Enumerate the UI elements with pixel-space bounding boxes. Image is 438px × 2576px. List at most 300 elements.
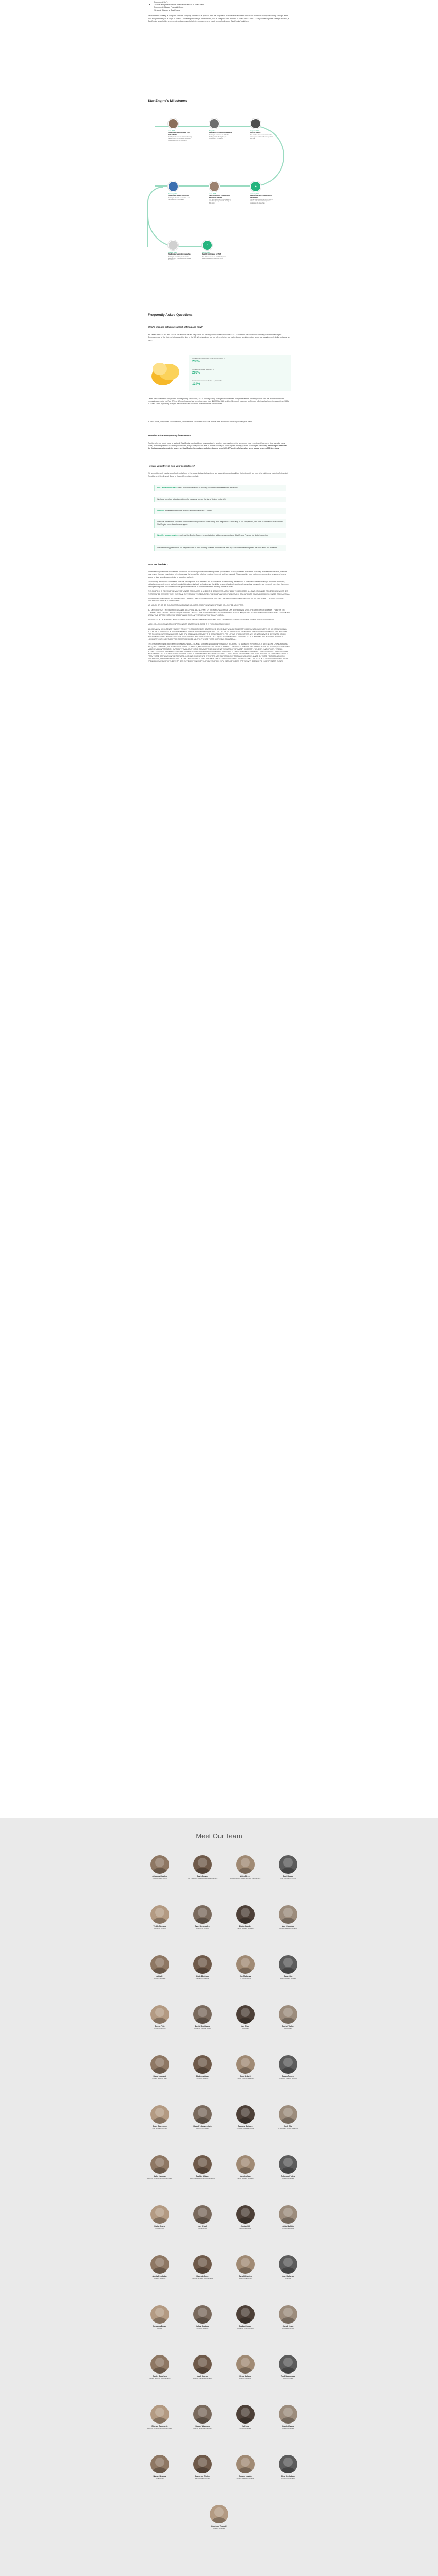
team-member	[184, 2055, 221, 2080]
milestone-name: $60.6M Raised	[250, 131, 261, 134]
differentiator-text: increased businesses from 17 users to over 600,000 users.	[164, 510, 212, 512]
member-role: Creative Lead	[155, 2227, 164, 2230]
faq-q2-bold-text: StartEngine itself was the first company to quote its shares on StartEngine Secondary, and since launch, over $655,377 worth of shares has been traded between 770 investors.	[148, 445, 288, 450]
differentiator	[154, 533, 286, 538]
member-role: UX Engineer	[156, 2477, 164, 2480]
member-role: Investor Services Team	[152, 2077, 167, 2080]
avatar	[193, 2355, 212, 2374]
milestone	[250, 118, 274, 139]
avatar	[236, 2305, 255, 2324]
member-name: Jay Patel	[198, 2225, 207, 2227]
stat-value: 134%	[192, 382, 200, 386]
checkmark-icon: ✓	[202, 240, 212, 250]
member-role: Business Development Representative	[147, 2427, 173, 2430]
member-role: Content Marketing Manager	[279, 1927, 297, 1930]
member-name: Max Crawford	[282, 1925, 294, 1927]
member-role: Funding Strategist	[239, 2427, 251, 2430]
member-role: Test Engineer	[198, 2227, 207, 2230]
milestone-date: January 2018	[250, 193, 259, 195]
team-member	[270, 2105, 306, 2130]
member-name: Susanna Bryan	[153, 2325, 167, 2327]
team-member	[142, 2205, 178, 2230]
team-member	[227, 2355, 263, 2380]
team-member	[142, 2255, 178, 2280]
stat	[192, 358, 225, 364]
milestone-name: SEC Regulation Crowdfunding Exemption Raised	[209, 194, 230, 198]
avatar	[150, 2055, 169, 2074]
team-member	[227, 1855, 263, 1880]
avatar	[236, 2455, 255, 2473]
member-role: Chief Compliance Officer	[280, 1877, 296, 1880]
member-name: Gaurang Sathaye	[238, 2125, 253, 2127]
faq-q1-p3: In other words, companies can raise more, and investors can invest more. We believe that also means StartEngine can grow faster.	[148, 421, 253, 423]
member-name: Nahan Beaires	[153, 2475, 166, 2477]
member-name: Tim Ebeemwagu	[280, 2375, 296, 2377]
member-name: Morrison Toomath	[211, 2525, 227, 2527]
milestone-photo	[209, 181, 220, 192]
milestones-title: StartEngine's Milestones	[148, 99, 187, 103]
list-item: • TV host and personality on shows such as ABC's Shark Tank	[154, 4, 290, 6]
member-name: Devyn Fisk	[155, 2025, 165, 2027]
faq-q1-heading: What's changed between your last offering and now?	[148, 326, 203, 328]
differentiator	[154, 508, 286, 514]
avatar	[193, 2055, 212, 2074]
member-name: Parker Cosbie	[239, 2325, 252, 2327]
member-role: Director of Investor Services	[279, 2077, 297, 2080]
milestone-date: October 2020	[168, 251, 177, 253]
team-member	[227, 2155, 263, 2180]
avatar	[150, 2255, 169, 2274]
team-member	[227, 2055, 263, 2080]
risk-paragraph: MARK COLLINS IS A PAID SPOKESPERSON FOR STARTENGINE. READ IT IN THE DISCLOSURE HERE.	[148, 623, 230, 626]
team-member	[227, 1905, 263, 1930]
milestone-photo	[168, 181, 178, 192]
milestone	[168, 240, 192, 261]
avatar	[150, 2155, 169, 2174]
milestone-date: March 2021	[202, 251, 210, 253]
member-role: Funding Operations Manager	[193, 2377, 212, 2380]
risk-paragraph: A crowdfunding investment involves risk. You should not invest any funds in this offering unless you can afford to lose your entire investment. In making an investment decision, investors must rely on their own examination of the issuer and the terms of the offering, including the merits and risks involved. These securities have not been recommended or approved by any federal or state securities commission or regulatory authority.	[148, 571, 287, 578]
milestone-date: August 2017	[250, 130, 259, 132]
team-member	[270, 2355, 306, 2380]
member-role: Investor Services Representative	[192, 2277, 213, 2280]
milestone	[202, 240, 226, 259]
member-name: Julia Bulldin	[282, 2225, 294, 2227]
member-name: Rebecca Pinteo	[281, 2175, 295, 2177]
milestone-desc: StartEngine Secondary, an alternative trading system, enables investors to trade their shares	[168, 256, 191, 261]
avatar	[236, 2405, 255, 2424]
risk-paragraph: THE COMPANY IS "TESTING THE WATERS" UNDER REGULATION A UNDER THE SECURITIES ACT OF 1933. THIS PROCESS ALLOWS COMPANIES TO DETERMINE WHETHER THERE MAY BE INTEREST IN AN EVENTUAL OFFERING OF ITS SECURITIES. THE COMPANY IS NOT UNDER ANY OBLIGATION TO MAKE AN OFFERING UNDER REGULATION A.	[148, 590, 290, 595]
team-member	[184, 2355, 221, 2380]
member-role: Software Engineer	[282, 2327, 294, 2330]
milestone-desc: StartEngine becomes one of the first funding portals offering Reg CF crowdfunding for startups	[209, 134, 229, 139]
avatar	[236, 2355, 255, 2374]
avatar	[236, 2255, 255, 2274]
growth-stats-box	[189, 355, 291, 391]
member-name: Ryan Kim	[283, 1975, 293, 1977]
milestone-name: Regulation Crowdfunding Begins	[209, 131, 232, 134]
member-name: Hannah Cope	[196, 2275, 209, 2277]
team-member	[270, 2005, 306, 2030]
team-member	[142, 2055, 178, 2080]
milestone-desc: The SEC raised the limit companies can raise through Regulation A+ offerings to $50 million	[209, 199, 231, 204]
member-role: Director of Funding Growth	[237, 2327, 254, 2330]
faq-title: Frequently Asked Questions	[148, 313, 193, 317]
team-member	[184, 2005, 221, 2030]
risk-paragraph: AN OFFERING STATEMENT REGARDING THIS OFFERING HAS BEEN FILED WITH THE SEC. THE PRELIMINARY OFFERING CIRCULAR THAT IS PART OF THAT OFFERING STATEMENT CAN BE ACCESSED HERE.	[148, 597, 284, 602]
differentiator	[154, 497, 286, 502]
member-role: Vice President, Sales & Business Development	[187, 1877, 218, 1880]
member-role: Head of Partnerships	[195, 2127, 210, 2130]
team-member	[270, 2455, 306, 2480]
milestone-desc: The SEC increase to the crowdfunding limit allows companies to raise more capital	[202, 256, 226, 259]
team-title: Meet Our Team	[196, 1832, 242, 1840]
milestone-photo	[168, 240, 178, 250]
team-member	[227, 2255, 263, 2280]
member-role: Chief Marketing Officer	[152, 1877, 167, 1880]
avatar	[236, 2055, 255, 2074]
highlight-text: We have	[157, 510, 165, 512]
avatar	[193, 2455, 212, 2473]
faq-q4-heading: What are the risks?	[148, 563, 168, 566]
member-name: Alina Kotliatskiy	[281, 2475, 295, 2477]
avatar	[279, 2355, 297, 2374]
team-member	[201, 2505, 237, 2530]
risk-disclosures	[148, 571, 290, 665]
avatar	[193, 2105, 212, 2124]
member-name: Kerry Dallaire	[239, 2375, 251, 2377]
risk-paragraph: AN INDICATION OF INTEREST INVOLVES NO OBLIGATION OR COMMITMENT OF ANY KIND. "RESERVING" SHARES IS SIMPLY AN INDICATION OF INTEREST.	[148, 619, 275, 621]
medal-icon: ★	[250, 181, 261, 192]
risk-paragraph: A COMPANY WHICH INTENDS TO APPLY TO LIST ITS SECURITIES ON STARTENGINE SECONDARY WILL BE SUBJECT TO CERTAIN REQUIREMENTS WHICH IT MAY OR MAY NOT BE ABLE TO SATISFY IN A TIMELY MANNER. EVEN IF A COMPANY IS QUALIFIED TO LIST ITS SECURITIES ON THE MARKET, THERE IS NO GUARANTEE THAT A DEMAND FOR THOSE SECURITIES WILL EXIST. EVEN IF A COMPANY DOES MEET THE REQUIREMENTS FOR LISTING ITS SECURITIES, WE DO NOT KNOW THE EXTENT TO WHICH INVESTOR INTEREST WILL LEAD TO THE DEVELOPMENT AND MAINTENANCE OF A LIQUID TRADING MARKET. YOU SHOULD NOT ASSUME THAT YOU WILL BE ABLE TO LIQUIDATE YOUR INVESTMENT FOR SOME TIME OR BE ABLE TO PLEDGE THESE SHARES AS COLLATERAL.	[148, 628, 288, 640]
faq-q3-p1: We are not the only equity crowdfunding platform in the space, but we believe there are several important qualities that distinguish us from other platforms, including Netcapital, Republic, and SeedInvest. Some of those differentiators include:	[148, 472, 288, 478]
milestone-date: May 2016	[209, 130, 216, 132]
avatar	[236, 1855, 255, 1874]
member-role: Funding Strategist	[196, 2327, 209, 2330]
member-role: Account Executive	[154, 2027, 166, 2030]
team-member	[227, 2405, 263, 2430]
member-name: Ryan Desmoulers	[194, 1925, 211, 1927]
member-name: Joe Mathews	[239, 1975, 251, 1977]
member-role: Investor Services Representative	[149, 2377, 171, 2380]
member-name: Noah Ingram	[197, 2375, 208, 2377]
faq-q2-p1	[148, 442, 290, 450]
member-name: Yannick Sag	[240, 2175, 251, 2177]
team-member	[184, 2405, 221, 2430]
team-member	[227, 2205, 263, 2230]
avatar	[236, 2155, 255, 2174]
team-member	[270, 2055, 306, 2080]
member-role: Funding Strategist	[282, 2177, 294, 2180]
coin-stack-illustration	[149, 357, 183, 387]
stat	[192, 380, 222, 386]
team-member	[142, 2405, 178, 2430]
member-role: Software Engineer	[154, 1977, 166, 1980]
member-name: Kelley Greiafec	[196, 2325, 209, 2327]
intro-bullets	[148, 1, 290, 12]
team-member	[270, 2305, 306, 2330]
milestone-date: June 2015	[168, 130, 175, 132]
member-name: Becca Rogers	[282, 2075, 294, 2077]
team-member	[142, 2305, 178, 2330]
member-name: Carrie Zhang	[282, 2425, 294, 2427]
risk-paragraph: NO OFFER TO BUY THE SECURITIES CAN BE ACCEPTED AND NO PART OF THE PURCHASE PRICE CAN BE RECEIVED UNTIL THE OFFERING STATEMENT FILED BY THE COMPANY WITH THE SEC HAS BEEN QUALIFIED BY THE SEC. ANY SUCH OFFER MAY BE WITHDRAWN OR REVOKED, WITHOUT OBLIGATION OR COMMITMENT OF ANY KIND, AT ANY TIME BEFORE NOTICE OF ACCEPTANCE GIVEN AFTER THE DATE OF QUALIFICATION.	[148, 609, 290, 617]
member-name: Shawn Wamugu	[195, 2425, 210, 2427]
member-role: Director of Investor Services	[193, 2427, 212, 2430]
member-name: Teddy Navarro	[153, 1925, 166, 1927]
member-name: Matthew Quan	[196, 2075, 209, 2077]
member-role: Onboarding Manager	[281, 2477, 295, 2480]
faq-q2-heading: How do I make money on my investment?	[148, 434, 191, 437]
member-name: Rachel Welker	[281, 2025, 295, 2027]
team-member	[142, 2155, 178, 2180]
member-role: Staff Software Engineer	[152, 2127, 167, 2130]
member-name: Dario Chang	[154, 2225, 165, 2227]
team-member	[184, 2105, 221, 2130]
member-name: Jon Halloran	[282, 2275, 294, 2277]
avatar	[150, 2105, 169, 2124]
team-member	[184, 2205, 221, 2230]
member-name: Alexis Pendleton	[152, 2275, 167, 2277]
avatar	[279, 1955, 297, 1974]
member-role: Funding Strategist	[213, 2527, 225, 2530]
milestone-name: StartEngine Secondary launches	[168, 253, 191, 256]
avatar	[150, 2455, 169, 2473]
stat	[192, 369, 214, 375]
highlight-text: Our CEO Howard Marks	[157, 487, 178, 489]
milestone	[250, 181, 274, 204]
intro-section	[148, 1, 290, 24]
milestone-name: Reg CF Limit raised to $5M	[202, 253, 221, 256]
list-item: • Founder of O'Leary Financial Group	[154, 6, 290, 9]
differentiator-text: We have launched a trading platform for investors, one of the first of its kind in the US.	[157, 498, 226, 500]
avatar	[279, 2105, 297, 2124]
milestone	[209, 118, 233, 139]
avatar	[193, 2255, 212, 2274]
avatar	[193, 2155, 212, 2174]
milestone-photo	[168, 118, 178, 129]
team-member	[227, 2005, 263, 2030]
avatar	[150, 2405, 169, 2424]
list-item: • Strategic Advisor at StartEngine	[154, 9, 290, 12]
milestone-photo	[250, 118, 261, 129]
avatar	[236, 2005, 255, 2024]
avatar	[150, 2305, 169, 2324]
team-member	[142, 2455, 178, 2480]
member-role: Onboarding Manager	[195, 1977, 210, 1980]
differentiator-text: We have raised more capital for companies via Regulation Crowdfunding and Regulation A+ than any of our competitors, and 92% of companies that come to StartEngine come back to raise again.	[157, 521, 283, 526]
risk-paragraph: The company is subject to all the same risks that all companies in its business, and all companies in the economy, are exposed to. These include risks relating to economic downturns, political and economic events and technological developments (such as hacking and the ability to prevent hacking). Additionally, early-stage companies are inherently more risky than more developed companies. You should consider general risks as well as specific risks when deciding whether to invest.	[148, 580, 289, 588]
member-role: Senior Funding Strategist	[237, 2077, 254, 2080]
member-name: Hajer Pedersen-Jack	[193, 2125, 212, 2127]
milestone-desc: The number of issuers and total funding raised grows substantially on the platform this year	[250, 134, 273, 139]
avatar	[279, 2255, 297, 2274]
team-member	[270, 2155, 306, 2180]
avatar	[150, 2205, 169, 2224]
faq-q1-p1: We raised over $18.8M at a $4.07B valuation in our last Regulation A+ offering, which closed in October 2020. Since then, we acquired our trading platform StartEngine Secondary, one of the first marketplaces of its kind in the US. We also closed out our offering before we had released any information about our annual growth. In the last year we have:	[148, 334, 290, 342]
member-role: Counsel	[157, 2327, 163, 2330]
member-role: Head of Product	[282, 2377, 294, 2380]
team-member	[184, 2455, 221, 2480]
member-name: David Rodriguez	[195, 2025, 210, 2027]
team-member	[184, 1855, 221, 1880]
member-name: Sophie Walsen	[196, 2175, 209, 2177]
team-member	[270, 1905, 306, 1930]
avatar	[193, 1855, 212, 1874]
member-role: Business Development Representative	[147, 2177, 173, 2180]
member-name: Connor Laskin	[239, 2475, 252, 2477]
member-role: Content Marketing Manager	[236, 2477, 255, 2480]
member-name: Joel Moyes	[283, 1875, 293, 1877]
avatar	[150, 2005, 169, 2024]
member-role: Director of Funding Growth	[194, 2027, 211, 2030]
team-member	[227, 1955, 263, 1980]
highlight-text: We offer unique services	[157, 534, 179, 536]
member-name: Biselge Bunmonie	[151, 2425, 168, 2427]
member-role: Sr. Manager, Growth Marketing	[278, 2127, 298, 2130]
differentiator	[154, 485, 286, 491]
member-role: Senior Test Engineer	[239, 2277, 252, 2280]
risk-paragraph: NO MONEY OR OTHER CONSIDERATION IS BEING SOLICITED, AND IF SENT IN RESPONSE, WILL NOT BE ACCEPTED.	[148, 604, 244, 607]
member-role: Senior Software Engineer	[237, 2177, 254, 2180]
team-member	[184, 2255, 221, 2280]
avatar	[279, 1855, 297, 1874]
member-name: Allen Meyer	[240, 1875, 251, 1877]
team-member	[142, 1855, 178, 1880]
differentiator-text: has a proven track record of building successful businesses with decisions.	[177, 487, 238, 489]
team-member	[142, 1905, 178, 1930]
avatar	[150, 1855, 169, 1874]
avatar	[210, 2505, 228, 2523]
team-member	[270, 2405, 306, 2430]
member-name: Daniel Beachem	[153, 2375, 167, 2377]
member-name: Ali Jafri	[156, 1975, 163, 1977]
avatar	[279, 1905, 297, 1924]
milestone-name: First blockchain crowdfunding campaigns	[250, 194, 272, 198]
team-member	[184, 1905, 221, 1930]
milestone-desc: StartEngine launches campaigns offering tokens on its platform for companies working on the blockchain	[250, 199, 273, 204]
milestone-photo	[209, 118, 220, 129]
avatar	[193, 1955, 212, 1974]
member-name: Johanna Cloutier	[152, 1875, 167, 1877]
member-name: Josh Amster	[197, 1875, 208, 1877]
milestone-date: February 2019	[168, 193, 178, 195]
differentiator-text: We are the only platform on our Regulation A+ to raise funding for itself, and we have over 30,000 shareholders to spread the word about our business.	[157, 547, 278, 549]
team-member	[142, 2355, 178, 2380]
team-member	[142, 2105, 178, 2130]
team-member	[142, 1955, 178, 1980]
team-member	[184, 1955, 221, 1980]
member-name: Amir Sedghi	[240, 2075, 251, 2077]
team-member	[270, 1855, 306, 1880]
avatar	[193, 2405, 212, 2424]
avatar	[193, 2205, 212, 2224]
team-member	[227, 2305, 263, 2330]
member-name: Jordan Hill	[240, 2225, 250, 2227]
faq-q3-heading: How are you different from your competitors?	[148, 465, 195, 467]
milestone-desc: StartEngine offers its services for a new SEC-registered transfer agent	[168, 197, 190, 200]
stat-label: Increased the revenue share on the Reg CF investor by	[192, 358, 225, 359]
member-name: Jacob Kram	[282, 2325, 294, 2327]
avatar	[193, 2305, 212, 2324]
avatar	[236, 1905, 255, 1924]
member-name: Jay Chen	[241, 2025, 249, 2027]
differentiator	[154, 545, 286, 551]
avatar	[236, 2205, 255, 2224]
member-role: Account Executive	[282, 2227, 294, 2230]
avatar	[236, 2105, 255, 2124]
member-role: Director of Funding	[154, 1927, 166, 1930]
member-name: Kallie Nasman	[153, 2175, 166, 2177]
member-role: Accountant	[242, 2027, 249, 2030]
member-role: Funding Strategist	[282, 2427, 294, 2430]
member-role: Funding Strategist	[154, 2277, 166, 2280]
differentiator-text: , such as StartEngine Secure for capitalization table management and StartEngine Promote for digital marketing.	[178, 534, 268, 536]
avatar	[279, 2305, 297, 2324]
member-role: Account Executive	[239, 2227, 251, 2230]
member-name: Dwight Darden	[239, 2275, 252, 2277]
avatar	[279, 2155, 297, 2174]
team-member	[184, 2155, 221, 2180]
intro-paragraph: Kevin founded SoftKey, a computer software company. That led to a $4B exit after the acquisition. Kevin eventually found himself on television: quickly becoming a sought-after host and personality on a range of shows — including Discovery's Project Earth, CBC's Dragons' Den, and ABC's Shark Tank. Kevin O'Leary is StartEngine's Strategic Advisor, a StartEngine shareholder and a great spokesperson to help bring awareness to equity crowdfunding and StartEngine's platform.	[148, 14, 289, 22]
faq-q1-p2: Cases also accelerated our growth, and beginning March 15th, 2021, new regulatory changes will accelerate our growth further. Starting March 15th, the maximum amount companies can raise via Reg CF in a 12-month period has been increased from $1.07M to $5M, and the 12-month maximum for Reg A+ offerings has been increased from $50M to $75M. These regulatory changes also increase the 12-month investment limit for investors.	[148, 398, 290, 405]
avatar	[279, 2005, 297, 2024]
team-member	[227, 2105, 263, 2130]
member-role: Business Development Representative	[190, 2177, 215, 2180]
member-name: Josh Chu	[283, 2125, 293, 2127]
member-name: Katie Betchan	[196, 1975, 209, 1977]
avatar	[193, 2005, 212, 2024]
avatar	[279, 2205, 297, 2224]
avatar	[279, 2455, 297, 2473]
avatar	[150, 1905, 169, 1924]
member-role: Staff Software Engineer	[195, 2477, 210, 2480]
milestone-desc: Start Engine launched its first crowdfunding platform, offers first successful Regulation CF offerings before the first listing	[168, 136, 192, 141]
member-role: Senior Software Engineer	[280, 1977, 296, 1980]
milestone-date: June 2018	[209, 193, 216, 195]
stat-label: Increased the number of investors by	[192, 369, 214, 370]
milestone	[209, 181, 233, 204]
member-role: Counsel	[285, 2277, 291, 2280]
milestone	[168, 118, 192, 141]
differentiator	[154, 519, 286, 528]
team-member	[270, 2255, 306, 2280]
member-role: Funding Strategist	[196, 2077, 209, 2080]
risk-paragraph: THIS INFORMATION HEREIN MAY CONTAIN FORWARD-LOOKING STATEMENTS AND INFORMATION RELATING TO, AMONG OTHER THINGS, STARTENGINE CROWDFUNDING INC. (THE "COMPANY"), ITS BUSINESS PLAN AND STRATEGY, AND ITS INDUSTRY. THESE FORWARD-LOOKING STATEMENTS ARE BASED ON THE BELIEFS OF, ASSUMPTIONS MADE BY, AND INFORMATION CURRENTLY AVAILABLE TO THE COMPANY'S MANAGEMENT. THE WORDS "ESTIMATE", "PROJECT", "BELIEVE", "ANTICIPATE", "INTEND", "EXPECT" AND SIMILAR EXPRESSIONS ARE INTENDED TO IDENTIFY FORWARD-LOOKING STATEMENTS. THESE STATEMENTS REFLECT MANAGEMENT'S CURRENT VIEWS WITH RESPECT TO FUTURE EVENTS AND ARE SUBJECT TO RISKS AND UNCERTAINTIES THAT COULD CAUSE THE COMPANY'S ACTUAL RESULTS TO DIFFER MATERIALLY FROM THOSE CONTAINED IN THE FORWARD-LOOKING STATEMENTS. INVESTORS ARE CAUTIONED NOT TO PLACE UNDUE RELIANCE ON THOSE FORWARD-LOOKING STATEMENTS, WHICH SPEAK ONLY AS OF THE DATE ON WHICH THEY ARE MADE. THE COMPANY DOES NOT UNDERTAKE ANY OBLIGATION TO REVISE OR UPDATE THESE FORWARD-LOOKING STATEMENTS TO REFLECT EVENTS OR CIRCUMSTANCES AFTER SUCH DATE OR TO REFLECT THE OCCURRENCE OF UNANTICIPATED EVENTS.	[148, 642, 290, 663]
stat-value: 236%	[192, 360, 200, 363]
team-member	[270, 2205, 306, 2230]
faq-q2-text: Traditionally, you would have to wait until StartEngine went public or was acquired by another business to receive a return on your investment (a process that can take many years). Both are possible in StartEngine's future, but you may also be able to access liquidity on StartEngine's trading platform StartEngine Secondary.	[148, 442, 285, 447]
member-role: Director of Funding	[196, 1927, 209, 1930]
avatar	[150, 1955, 169, 1974]
member-name: Blaine Crosby	[239, 1925, 252, 1927]
milestone-name: StartEngine launched with Front Row Bundles	[168, 131, 191, 135]
team-member	[184, 2305, 221, 2330]
avatar	[150, 2355, 169, 2374]
team-member	[270, 1955, 306, 1980]
member-role: Accountant	[284, 2027, 292, 2030]
member-role: Principal Software Engineer	[236, 2127, 255, 2130]
avatar	[193, 1905, 212, 1924]
stat-value: 293%	[192, 371, 200, 375]
avatar	[236, 1955, 255, 1974]
member-role: Vice President, Sales & Business Development	[230, 1877, 261, 1880]
team-member	[227, 2455, 263, 2480]
member-role: Senior Software Engineer	[237, 1927, 254, 1930]
list-item: • Founder of SoFi.	[154, 1, 290, 4]
milestone-name: StartEngine Secure Launched	[168, 194, 189, 197]
team-member	[142, 2005, 178, 2030]
